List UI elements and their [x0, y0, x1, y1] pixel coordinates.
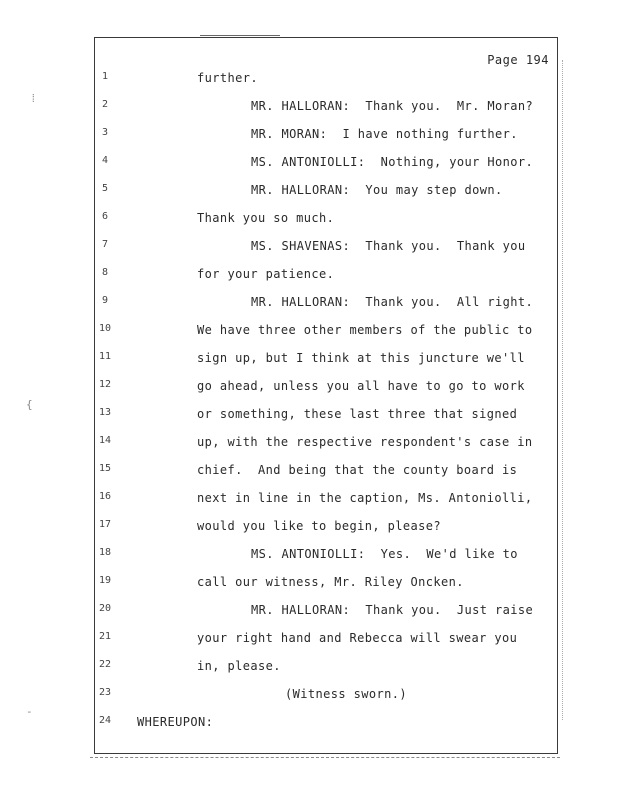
- line-text: MS. SHAVENAS: Thank you. Thank you: [251, 239, 526, 253]
- transcript-line: [95, 715, 557, 735]
- line-text: go ahead, unless you all have to go to work: [197, 379, 525, 393]
- transcript-line: [95, 519, 557, 539]
- line-text: MR. HALLORAN: Thank you. Just raise: [251, 603, 534, 617]
- top-rule: [200, 35, 280, 36]
- line-number: 8: [101, 267, 109, 278]
- line-number: 7: [101, 239, 109, 250]
- line-number: 14: [98, 435, 112, 446]
- line-number: 20: [98, 603, 112, 614]
- line-text: chief. And being that the county board is: [197, 463, 518, 477]
- line-text: MR. MORAN: I have nothing further.: [251, 127, 518, 141]
- margin-mark-middle: {: [26, 398, 33, 411]
- line-number: 2: [101, 99, 109, 110]
- transcript-line: [95, 491, 557, 511]
- line-number: 11: [98, 351, 112, 362]
- transcript-line: [95, 267, 557, 287]
- line-text: MS. ANTONIOLLI: Nothing, your Honor.: [251, 155, 534, 169]
- transcript-line: [95, 239, 557, 259]
- transcript-line: [95, 99, 557, 119]
- line-number: 5: [101, 183, 109, 194]
- line-number: 22: [98, 659, 112, 670]
- line-text: in, please.: [197, 659, 281, 673]
- transcript-line: [95, 127, 557, 147]
- line-text: MR. HALLORAN: Thank you. All right.: [251, 295, 534, 309]
- line-text: call our witness, Mr. Riley Oncken.: [197, 575, 464, 589]
- line-number: 13: [98, 407, 112, 418]
- transcript-page: [94, 37, 558, 754]
- line-text: MS. ANTONIOLLI: Yes. We'd like to: [251, 547, 518, 561]
- transcript-line: [95, 407, 557, 427]
- line-number: 15: [98, 463, 112, 474]
- transcript-line: [95, 463, 557, 483]
- line-number: 16: [98, 491, 112, 502]
- line-text: WHEREUPON:: [137, 715, 214, 729]
- line-text: would you like to begin, please?: [197, 519, 441, 533]
- margin-mark-bottom: -: [26, 705, 33, 718]
- line-number: 24: [98, 715, 112, 726]
- transcript-line: [95, 687, 557, 707]
- line-text: next in line in the caption, Ms. Antoniolli,: [197, 491, 533, 505]
- line-number: 10: [98, 323, 112, 334]
- transcript-line: [95, 351, 557, 371]
- transcript-line: [95, 631, 557, 651]
- transcript-line: [95, 295, 557, 315]
- transcript-line: [95, 379, 557, 399]
- page-number: Page 194: [487, 53, 549, 67]
- transcript-line: [95, 547, 557, 567]
- bottom-rule: [90, 757, 560, 759]
- transcript-line: [95, 71, 557, 91]
- line-text: Thank you so much.: [197, 211, 335, 225]
- line-number: 17: [98, 519, 112, 530]
- line-text: up, with the respective respondent's case in: [197, 435, 533, 449]
- transcript-line: [95, 211, 557, 231]
- line-number: 6: [101, 211, 109, 222]
- transcript-line: [95, 575, 557, 595]
- line-text: We have three other members of the public to: [197, 323, 533, 337]
- transcript-line: [95, 183, 557, 203]
- line-number: 21: [98, 631, 112, 642]
- line-number: 12: [98, 379, 112, 390]
- line-number: 3: [101, 127, 109, 138]
- line-text: (Witness sworn.): [285, 687, 407, 701]
- line-text: your right hand and Rebecca will swear you: [197, 631, 518, 645]
- line-number: 1: [101, 71, 109, 82]
- margin-mark-top: ⁞: [30, 92, 37, 105]
- line-text: for your patience.: [197, 267, 335, 281]
- line-text: or something, these last three that signed: [197, 407, 518, 421]
- transcript-line: [95, 659, 557, 679]
- line-text: MR. HALLORAN: Thank you. Mr. Moran?: [251, 99, 534, 113]
- transcript-line: [95, 435, 557, 455]
- line-number: 19: [98, 575, 112, 586]
- transcript-line: [95, 603, 557, 623]
- line-number: 4: [101, 155, 109, 166]
- line-text: further.: [197, 71, 258, 85]
- line-text: sign up, but I think at this juncture we'll: [197, 351, 525, 365]
- transcript-line: [95, 323, 557, 343]
- right-edge-marks: [562, 60, 564, 720]
- line-number: 18: [98, 547, 112, 558]
- line-text: MR. HALLORAN: You may step down.: [251, 183, 503, 197]
- line-number: 9: [101, 295, 109, 306]
- transcript-line: [95, 155, 557, 175]
- line-number: 23: [98, 687, 112, 698]
